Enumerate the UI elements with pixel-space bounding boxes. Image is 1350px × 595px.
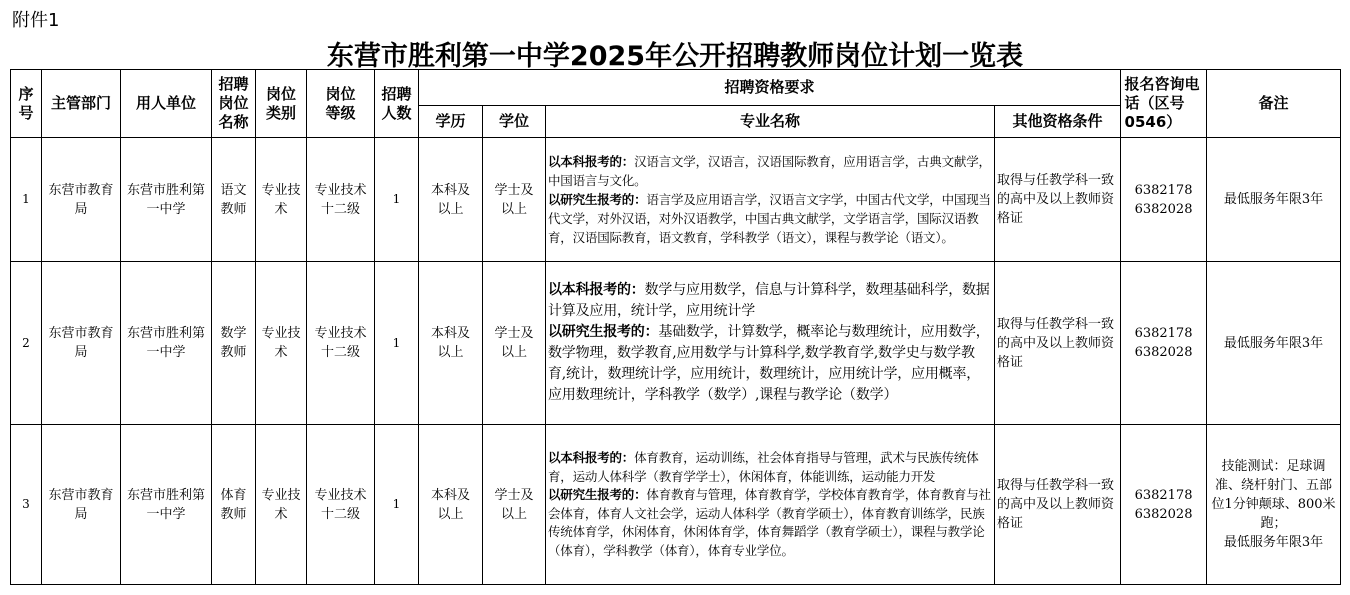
- remark-service: 最低服务年限3年: [1223, 535, 1324, 550]
- recruitment-table: [10, 69, 1341, 585]
- header-major: 专业名称: [546, 106, 995, 138]
- row-unit: 东营市胜利第一中学: [121, 138, 212, 262]
- row-post-name: 数学教师: [212, 262, 256, 425]
- undergrad-label: 以本科报考的：: [548, 282, 645, 298]
- postgrad-majors: 语言学及应用语言学，汉语言文字学，中国古代文学，中国现当代文学，对外汉语，对外汉语教学，中国古典文献学，文学语言学，国际汉语教育，汉语国际教育，语文教育，学科教学（语文），课程与教学论（语文）。: [548, 192, 991, 245]
- undergrad-majors: 汉语言文学，汉语言，汉语国际教育，应用语言学，古典文献学，中国语言与文化。: [548, 154, 991, 188]
- phone-2: 6382028: [1134, 506, 1193, 522]
- row-remark: 最低服务年限3年: [1207, 262, 1341, 425]
- postgrad-label: 以研究生报考的：: [548, 324, 659, 340]
- row-other: 取得与任教学科一致的高中及以上教师资格证: [995, 262, 1121, 425]
- row-phone: [1121, 262, 1207, 425]
- row-seq: 3: [11, 425, 42, 585]
- phone-1: 6382178: [1134, 487, 1193, 503]
- row-post-grade: 专业技术十二级: [307, 425, 375, 585]
- row-count: 1: [375, 262, 419, 425]
- postgrad-label: 以研究生报考的：: [548, 487, 647, 502]
- phone-2: 6382028: [1134, 345, 1193, 360]
- header-post-grade: 岗位等级: [307, 70, 375, 138]
- phone-1: 6382178: [1134, 182, 1193, 198]
- header-seq: 序号: [11, 70, 42, 138]
- row-dept: 东营市教育局: [42, 138, 121, 262]
- phone-1: 6382178: [1134, 326, 1193, 341]
- undergrad-majors: 体育教育，运动训练，社会体育指导与管理，武术与民族传统体育，运动人体科学（教育学学士），休闲体育，体能训练，运动能力开发: [548, 450, 979, 484]
- postgrad-label: 以研究生报考的：: [548, 192, 647, 207]
- header-qualification: 招聘资格要求: [419, 70, 1121, 106]
- header-row-1: [11, 70, 1341, 106]
- undergrad-label: 以本科报考的：: [548, 450, 635, 465]
- row-count: 1: [375, 138, 419, 262]
- row-count: 1: [375, 425, 419, 585]
- table-row: [11, 262, 1341, 425]
- undergrad-majors: 数学与应用数学，信息与计算科学，数理基础科学，数据计算及应用，统计学，应用统计学: [548, 282, 990, 319]
- row-post-grade: 专业技术十二级: [307, 138, 375, 262]
- row-phone: [1121, 425, 1207, 585]
- row-remark: 最低服务年限3年: [1207, 138, 1341, 262]
- header-degree: 学位: [483, 106, 546, 138]
- header-other: 其他资格条件: [995, 106, 1121, 138]
- attachment-label: 附件1: [12, 10, 60, 31]
- table-row: [11, 138, 1341, 262]
- header-dept: 主管部门: [42, 70, 121, 138]
- header-phone: 报名咨询电话（区号0546）: [1121, 70, 1207, 138]
- row-major: [546, 425, 995, 585]
- undergrad-label: 以本科报考的：: [548, 154, 635, 169]
- row-remark: [1207, 425, 1341, 585]
- postgrad-majors: 体育教育与管理，体育教育学，学校体育教育学，体育教育与社会体育，体育人文社会学，运动人体科学（教育学硕士），体育教育训练学，民族传统体育学，休闲体育，休闲体育学，体育舞蹈学（教育学硕士），课程与教学论（体育），学科教学（体育），体育专业学位。: [548, 487, 991, 558]
- row-post-name: 体育教师: [212, 425, 256, 585]
- row-post-name: 语文教师: [212, 138, 256, 262]
- row-degree: 学士及以上: [483, 138, 546, 262]
- row-post-type: 专业技术: [256, 262, 307, 425]
- row-major: [546, 138, 995, 262]
- row-unit: 东营市胜利第一中学: [121, 425, 212, 585]
- header-remark: 备注: [1207, 70, 1341, 138]
- row-dept: 东营市教育局: [42, 425, 121, 585]
- row-degree: 学士及以上: [483, 262, 546, 425]
- row-education: 本科及以上: [419, 425, 483, 585]
- row-seq: 2: [11, 262, 42, 425]
- header-count: 招聘人数: [375, 70, 419, 138]
- row-post-grade: 专业技术十二级: [307, 262, 375, 425]
- row-degree: 学士及以上: [483, 425, 546, 585]
- header-post-name: 招聘岗位名称: [212, 70, 256, 138]
- row-education: 本科及以上: [419, 262, 483, 425]
- postgrad-majors: 基础数学，计算数学，概率论与数理统计，应用数学，数学物理，数学教育,应用数学与计算科学,数学教育学,数学史与数学教育,统计，数理统计学，应用统计，数理统计，应用统计学，应用概率，应用数理统计，学科教学（数学）,课程与教学论（数学）: [548, 324, 990, 403]
- row-dept: 东营市教育局: [42, 262, 121, 425]
- row-post-type: 专业技术: [256, 425, 307, 585]
- header-education: 学历: [419, 106, 483, 138]
- row-major: [546, 262, 995, 425]
- header-unit: 用人单位: [121, 70, 212, 138]
- phone-2: 6382028: [1134, 201, 1193, 217]
- row-unit: 东营市胜利第一中学: [121, 262, 212, 425]
- row-other: 取得与任教学科一致的高中及以上教师资格证: [995, 138, 1121, 262]
- row-phone: [1121, 138, 1207, 262]
- header-post-type: 岗位类别: [256, 70, 307, 138]
- row-post-type: 专业技术: [256, 138, 307, 262]
- remark-skills: 技能测试：足球调准、绕杆射门、五部位1分钟颠球、800米跑；: [1211, 459, 1336, 531]
- page-title: 东营市胜利第一中学2025年公开招聘教师岗位计划一览表: [326, 41, 1024, 72]
- table-row: [11, 425, 1341, 585]
- row-education: 本科及以上: [419, 138, 483, 262]
- row-other: 取得与任教学科一致的高中及以上教师资格证: [995, 425, 1121, 585]
- row-seq: 1: [11, 138, 42, 262]
